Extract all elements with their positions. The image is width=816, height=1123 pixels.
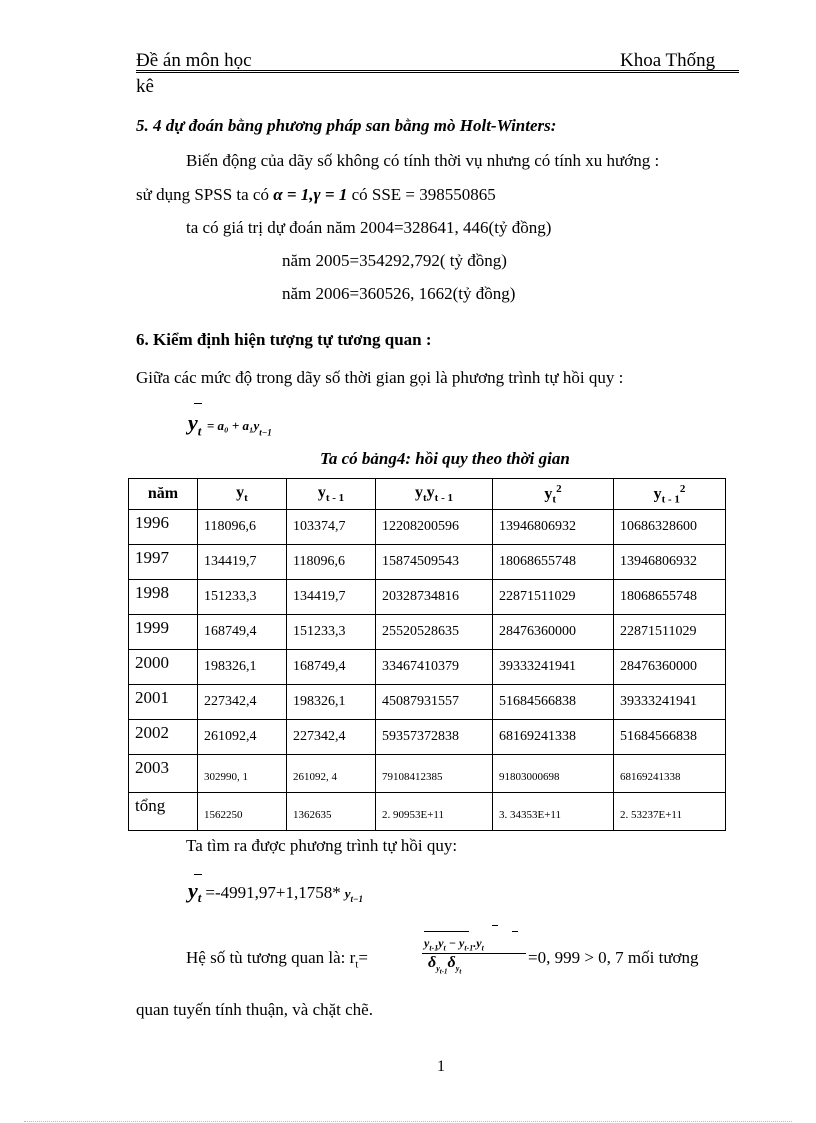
forecast-2006: năm 2006=360526, 1662(tỷ đồng) bbox=[282, 284, 516, 303]
table-row bbox=[129, 755, 726, 793]
cell: 39333241941 bbox=[614, 685, 726, 720]
table-row bbox=[129, 720, 726, 755]
cell-year: 1999 bbox=[129, 615, 198, 650]
page-bottom-rule bbox=[24, 1121, 792, 1122]
para-line2-prefix: sử dụng SPSS ta có bbox=[136, 185, 269, 204]
section6-intro: Giữa các mức độ trong dãy số thời gian gọi là phương trình tự hồi quy : bbox=[136, 368, 624, 387]
cell-year: 2003 bbox=[129, 755, 198, 793]
cell-year: 1996 bbox=[129, 510, 198, 545]
table-row bbox=[129, 545, 726, 580]
col-header-yt-1: $y_{t - 1}$ bbox=[287, 479, 376, 510]
regression-table bbox=[128, 478, 726, 831]
corr-line2: quan tuyến tính thuận, và chặt chẽ. bbox=[136, 1000, 373, 1019]
cell: 3. 34353E+11 bbox=[493, 793, 614, 831]
table-row bbox=[129, 650, 726, 685]
col-header-yt-1-2: $y_{t - 1}^2$ bbox=[614, 479, 726, 510]
cell-year: 1997 bbox=[129, 545, 198, 580]
cell-total-label: tổng bbox=[129, 793, 198, 831]
result-formula-rhs: =-4991,97+1,1758* bbox=[205, 883, 341, 902]
formula-rhs: = a₀ + a₁y bbox=[206, 418, 260, 433]
result-formula: $y_t =-4991,97+1,1758*$ $y_{t-1}$ bbox=[188, 878, 363, 906]
corr-label: Hệ số tù tương quan là: r bbox=[186, 948, 356, 967]
section5-title: 5. 4 dự đoán bằng phương pháp san bằng mò Holt-Winters: bbox=[136, 116, 557, 135]
table-row bbox=[129, 580, 726, 615]
header-right: Khoa Thống bbox=[620, 50, 716, 71]
cell: 1562250 bbox=[198, 793, 287, 831]
cell: 13946806932 bbox=[493, 510, 614, 545]
cell-year: 2001 bbox=[129, 685, 198, 720]
formula-lhs: y bbox=[188, 410, 198, 435]
col-header-yt: $y_t$ bbox=[198, 479, 287, 510]
corr-result: =0, 999 > 0, 7 mối tương bbox=[528, 948, 699, 967]
forecast-2005: năm 2005=354292,792( tỷ đồng) bbox=[282, 251, 507, 270]
cell: 20328734816 bbox=[376, 580, 493, 615]
corr-bar-b bbox=[512, 931, 518, 932]
cell: 103374,7 bbox=[287, 510, 376, 545]
table-caption: Ta có bảng4: hồi quy theo thời gian bbox=[320, 449, 570, 468]
cell: 198326,1 bbox=[198, 650, 287, 685]
cell: 2. 90953E+11 bbox=[376, 793, 493, 831]
cell: 261092, 4 bbox=[287, 755, 376, 793]
corr-numerator: $y_{t-1}y_t - y_{t-1}.y_t$ bbox=[424, 936, 484, 953]
cell: 51684566838 bbox=[493, 685, 614, 720]
table-row bbox=[129, 615, 726, 650]
cell-year: 2000 bbox=[129, 650, 198, 685]
cell-year: 2002 bbox=[129, 720, 198, 755]
cell: 168749,4 bbox=[287, 650, 376, 685]
cell: 18068655748 bbox=[493, 545, 614, 580]
table-header-row bbox=[129, 479, 726, 510]
corr-prefix bbox=[186, 948, 368, 970]
cell: 33467410379 bbox=[376, 650, 493, 685]
cell: 198326,1 bbox=[287, 685, 376, 720]
section5-para-line1: Biến động của dãy số không có tính thời vụ nhưng có tính xu hướng : bbox=[186, 151, 660, 170]
cell: 13946806932 bbox=[614, 545, 726, 580]
cell-year: 1998 bbox=[129, 580, 198, 615]
cell: 79108412385 bbox=[376, 755, 493, 793]
cell: 151233,3 bbox=[198, 580, 287, 615]
header-rule-2 bbox=[136, 72, 739, 73]
col-header-yt2: $y_t^2$ bbox=[493, 479, 614, 510]
result-formula-var-sub: t−1 bbox=[350, 894, 363, 905]
cell: 28476360000 bbox=[493, 615, 614, 650]
forecast-2004: ta có giá trị dự đoán năm 2004=328641, 446(tỷ đồng) bbox=[186, 218, 552, 237]
cell: 134419,7 bbox=[198, 545, 287, 580]
ybar-overline-2 bbox=[194, 874, 202, 875]
result-formula-var: y bbox=[344, 886, 351, 901]
ybar-overline bbox=[194, 403, 202, 404]
regression-formula bbox=[188, 410, 272, 439]
cell: 2. 53237E+11 bbox=[614, 793, 726, 831]
cell: 168749,4 bbox=[198, 615, 287, 650]
corr-bar-a bbox=[492, 925, 498, 926]
formula-rhs-sub: t−1 bbox=[259, 427, 272, 438]
cell: 227342,4 bbox=[287, 720, 376, 755]
header-left: Đề án môn học bbox=[136, 50, 252, 71]
cell: 12208200596 bbox=[376, 510, 493, 545]
formula-lhs-sub: t bbox=[197, 423, 202, 439]
section6-title: 6. Kiểm định hiện tượng tự tương quan : bbox=[136, 330, 432, 349]
table-row bbox=[129, 685, 726, 720]
cell: 68169241338 bbox=[614, 755, 726, 793]
table-total-row bbox=[129, 793, 726, 831]
cell: 39333241941 bbox=[493, 650, 614, 685]
cell: 134419,7 bbox=[287, 580, 376, 615]
cell: 28476360000 bbox=[614, 650, 726, 685]
section5-para-line2 bbox=[136, 185, 496, 205]
corr-overline bbox=[424, 931, 469, 932]
cell: 151233,3 bbox=[287, 615, 376, 650]
col-header-ytyt-1: $y_ty_{t - 1}$ bbox=[376, 479, 493, 510]
cell: 261092,4 bbox=[198, 720, 287, 755]
cell: 227342,4 bbox=[198, 685, 287, 720]
cell: 68169241338 bbox=[493, 720, 614, 755]
para-line2-suffix: có SSE = 398550865 bbox=[351, 185, 496, 204]
cell: 59357372838 bbox=[376, 720, 493, 755]
cell: 51684566838 bbox=[614, 720, 726, 755]
smoothing-params: α = 1,γ = 1 bbox=[273, 185, 348, 204]
cell: 22871511029 bbox=[493, 580, 614, 615]
cell: 118096,6 bbox=[287, 545, 376, 580]
corr-eq: = bbox=[358, 948, 368, 967]
cell: 10686328600 bbox=[614, 510, 726, 545]
corr-denominator: $\delta_{y_{t-1}}\delta_{y_t}$ bbox=[428, 954, 462, 976]
cell: 22871511029 bbox=[614, 615, 726, 650]
cell: 91803000698 bbox=[493, 755, 614, 793]
cell: 15874509543 bbox=[376, 545, 493, 580]
cell: 302990, 1 bbox=[198, 755, 287, 793]
cell: 1362635 bbox=[287, 793, 376, 831]
cell: 118096,6 bbox=[198, 510, 287, 545]
cell: 18068655748 bbox=[614, 580, 726, 615]
header-rule bbox=[136, 70, 739, 71]
col-header-year: năm bbox=[129, 479, 198, 510]
table-row bbox=[129, 510, 726, 545]
cell: 25520528635 bbox=[376, 615, 493, 650]
header-continuation: kê bbox=[136, 76, 154, 97]
cell: 45087931557 bbox=[376, 685, 493, 720]
corr-sub: t bbox=[355, 958, 359, 971]
result-intro: Ta tìm ra được phương trình tự hồi quy: bbox=[186, 836, 458, 855]
page-number: 1 bbox=[437, 1058, 445, 1075]
